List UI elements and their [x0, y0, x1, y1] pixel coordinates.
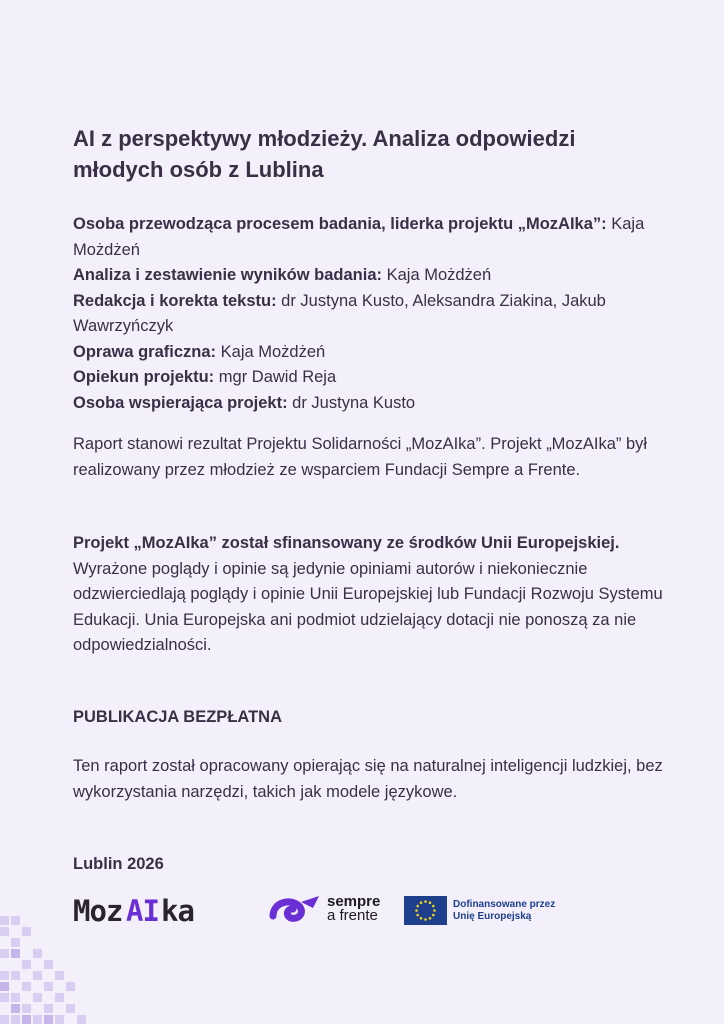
funding-section	[73, 531, 663, 659]
credit-graphics: Oprawa graficzna: Kaja Możdżeń	[73, 342, 326, 361]
eu-funding-logo	[404, 896, 555, 925]
svg-text:ka: ka	[161, 896, 194, 926]
credit-supervisor: Opiekun projektu: mgr Dawid Reja	[73, 368, 337, 386]
free-publication-label: PUBLIKACJA BEZPŁATNA	[73, 708, 282, 726]
credits-list	[73, 212, 663, 416]
credit-lead: Osoba przewodząca procesem badania, liderka projektu „MozAIka”: Kaja Możdżeń	[73, 215, 645, 259]
eu-line2: Unię Europejską	[453, 910, 532, 922]
partner-logos	[73, 892, 673, 932]
eu-line1: Dofinansowane przez	[453, 898, 556, 910]
sempre-wordmark	[327, 895, 380, 923]
funding-heading: Projekt „MozAIka” został sfinansowany ze środków Unii Europejskiej.	[73, 534, 620, 552]
document-title: AI z perspektywy młodzieży. Analiza odpowiedzi młodych osób z Lublina	[73, 126, 576, 182]
sempre-line2: a frente	[327, 907, 378, 924]
sempre-swirl-icon	[269, 894, 321, 924]
eu-flag-icon	[404, 896, 447, 925]
mozaika-logo	[73, 896, 245, 931]
credit-supporter: Osoba wspierająca projekt: dr Justyna Kusto	[73, 393, 416, 412]
mozaika-logo-icon	[73, 896, 245, 926]
natural-intelligence-paragraph: Ten raport został opracowany opierając się na naturalnej inteligencji ludzkiej, bez wykorzystania narzędzi, takich jak modele językowe.	[73, 757, 663, 801]
place-year: Lublin 2026	[73, 855, 164, 873]
funding-disclaimer: Wyrażone poglądy i opinie są jedynie opiniami autorów i niekoniecznie odzwierciedlają poglądy i opinie Unii Europejskiej lub Fundacji Rozwoju Systemu Edukacji. Unia Europejska ani podmiot udzielający dotacji nie ponoszą za nie odpowiedzialności.	[73, 559, 663, 654]
report-origin-paragraph: Raport stanowi rezultat Projektu Solidarności „MozAIka”. Projekt „MozAIka” był realizowany przez młodzież ze wsparciem Fundacji Sempre a Frente.	[73, 435, 648, 479]
eu-funding-text	[453, 899, 555, 923]
svg-text:Moz: Moz	[73, 896, 123, 926]
credit-editing: Redakcja i korekta tekstu: dr Justyna Kusto, Aleksandra Ziakina, Jakub Wawrzyńczyk	[73, 291, 606, 335]
sempre-line1: sempre	[327, 893, 381, 910]
pixel-mosaic-decoration	[0, 904, 90, 1024]
svg-text:AI: AI	[126, 896, 159, 926]
sempre-a-frente-logo	[269, 894, 380, 924]
credit-analysis: Analiza i zestawienie wyników badania: Kaja Możdżeń	[73, 266, 492, 284]
